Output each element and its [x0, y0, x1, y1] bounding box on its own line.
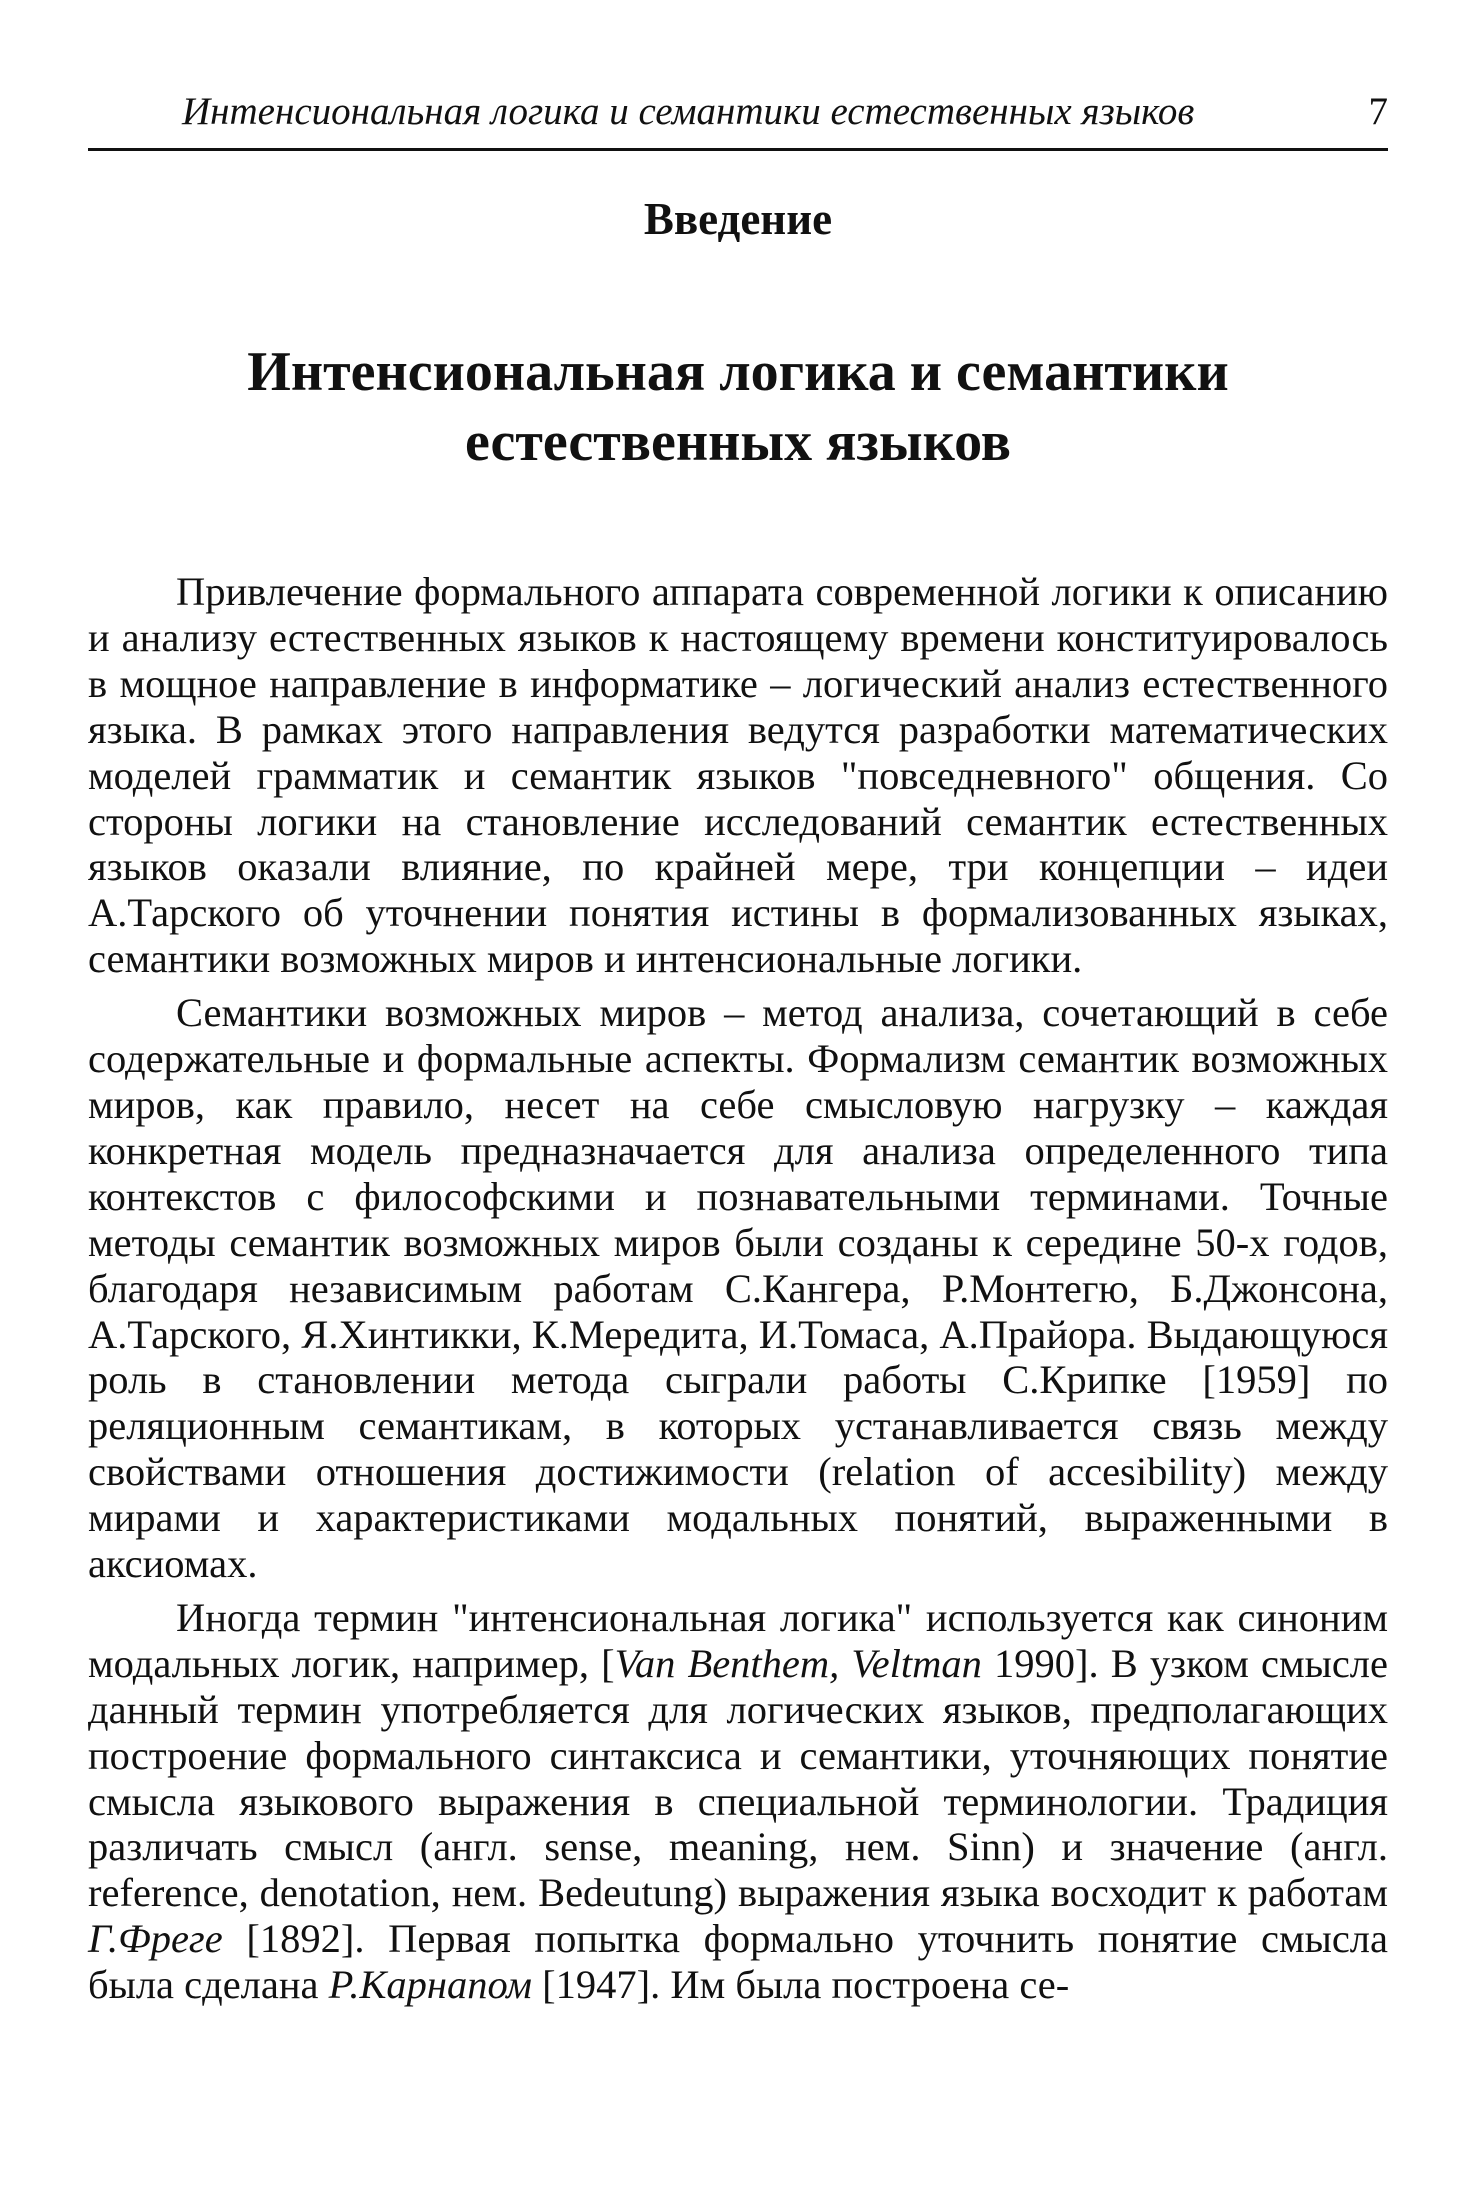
- citation-van-benthem-veltman: Van Benthem, Veltman: [614, 1640, 982, 1686]
- paragraph-3-text-2: 1990]. В узком смысле данный термин употребляется для логических языков, предполагающих построение формального синтаксиса и семантики, уточняющих понятие смысла языкового выражения в специальной терминологии. Традиция различать смысл (англ. sense, meaning, нем. Sinn) и значение (англ. reference, denotation, нем. Bedeutung) выражения языка восходит к работам: [88, 1640, 1388, 1916]
- paragraph-1: Привлечение формального аппарата современной логики к описанию и анализу естественных языков к настоящему времени конституировалось в мощное направление в информатике – логический анализ естественного языка. В рамках этого направления ведутся разработки математических моделей грамматик и семантик языков "повседневного" общения. Со стороны логики на становление исследований семантик естественных языков оказали влияние, по крайней мере, три концепции – идеи А.Тарского об уточнении понятия истины в формализованных языках, семантики возможных миров и интенсиональные логики.: [88, 569, 1388, 982]
- paragraph-3: [88, 1595, 1388, 2008]
- paragraph-3-text-4: [1947]. Им была построена се-: [532, 1962, 1070, 2008]
- citation-frege: Г.Фреге: [88, 1916, 223, 1962]
- citation-carnap: Р.Карнапом: [328, 1962, 533, 2008]
- running-title: Интенсиональная логика и семантики естественных языков: [182, 90, 1195, 133]
- page: [88, 90, 1388, 2008]
- body-text: [88, 569, 1388, 2008]
- paragraph-3-text-1: Иногда термин "интенсиональная логика" используется как синоним модальных логик, например, [: [88, 1594, 1388, 1686]
- page-number: 7: [1368, 90, 1388, 133]
- paragraph-2: Семантики возможных миров – метод анализа, сочетающий в себе содержательные и формальные аспекты. Формализм семантик возможных миров, как правило, несет на себе смысловую нагрузку – каждая конкретная модель предназначается для анализа определенного типа контекстов с философскими и познавательными терминами. Точные методы семантик возможных миров были созданы к середине 50-х годов, благодаря независимым работам С.Кангера, Р.Монтегю, Б.Джонсона, А.Тарского, Я.Хинтикки, К.Мередита, И.Томаса, А.Прайора. Выдающуюся роль в становлении метода сыграли работы С.Крипке [1959] по реляционным семантикам, в которых устанавливается связь между свойствами отношения достижимости (relation of accesibility) между мирами и характеристиками модальных понятий, выраженными в аксиомах.: [88, 990, 1388, 1587]
- running-header: [88, 90, 1388, 151]
- chapter-title: Интенсиональная логика и семантики естественных языков: [247, 341, 1229, 473]
- section-heading: Введение: [643, 194, 833, 244]
- paragraph-3-text-3: [1892]. Первая попытка формально уточнить понятие смысла была сделана: [88, 1916, 1388, 2008]
